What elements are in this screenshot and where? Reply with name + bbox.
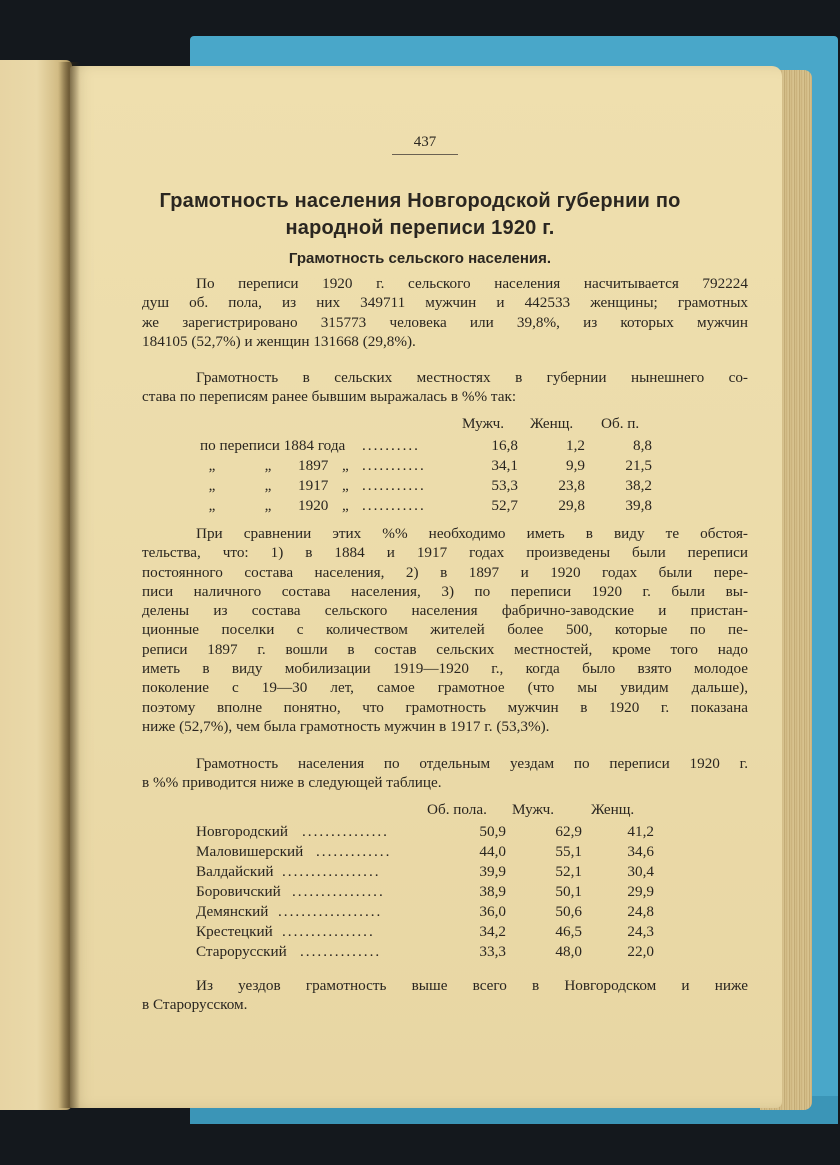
paragraph-intro xyxy=(142,274,748,351)
ditto-mark: „ xyxy=(208,457,216,474)
text-line: При сравнении этих %% необходимо иметь в виду те обстоя- xyxy=(196,525,748,542)
column-header-total: Об. п. xyxy=(601,415,640,432)
cell-men: 16,8 xyxy=(491,437,518,454)
cell-women: 9,9 xyxy=(566,457,585,474)
paragraph-comparison xyxy=(142,524,748,736)
ditto-mark: „ xyxy=(208,477,216,494)
table-row xyxy=(70,476,782,496)
cell-women: 22,0 xyxy=(627,943,654,960)
section-subtitle: Грамотность сельского населения. xyxy=(288,250,552,267)
cell-total: 39,8 xyxy=(625,497,652,514)
district-name: Новгородский xyxy=(196,823,289,840)
cell-men: 52,1 xyxy=(555,863,582,880)
leader-dots: ............. xyxy=(316,843,392,860)
cell-women: 1,2 xyxy=(566,437,585,454)
table-row xyxy=(70,842,782,862)
cell-men: 48,0 xyxy=(555,943,582,960)
leader-dots: ............... xyxy=(302,823,389,840)
leader-dots: .................. xyxy=(278,903,383,920)
table-row xyxy=(70,922,782,942)
cell-total: 36,0 xyxy=(479,903,506,920)
cell-women: 41,2 xyxy=(627,823,654,840)
leader-dots: ................ xyxy=(282,923,375,940)
text-line: ционные поселки с количеством жителей более 500, которые по пе- xyxy=(142,621,748,639)
cell-total: 34,2 xyxy=(479,923,506,940)
cell-men: 34,1 xyxy=(491,457,518,474)
text-line: Грамотность в сельских местностях в губернии нынешнего со- xyxy=(196,369,748,386)
table-row xyxy=(70,496,782,516)
cell-men: 52,7 xyxy=(491,497,518,514)
text-line: делены из состава сельского населения фабрично-заводские и пристан- xyxy=(142,602,748,620)
cell-women: 24,8 xyxy=(627,903,654,920)
text-line: По переписи 1920 г. сельского населения насчитывается 792224 xyxy=(196,275,748,292)
cell-men: 50,6 xyxy=(555,903,582,920)
table-row xyxy=(70,436,782,456)
column-header-men: Мужч. xyxy=(512,801,555,818)
row-year: 1897 xyxy=(298,457,329,474)
text-line: става по переписям ранее бывшим выражалась в %% так: xyxy=(142,388,517,406)
ditto-mark: „ xyxy=(264,457,272,474)
district-name: Крестецкий xyxy=(196,923,273,940)
text-line: тельства, что: 1) в 1884 и 1917 годах произведены были переписи xyxy=(142,544,748,562)
row-year: 1917 xyxy=(298,477,329,494)
cell-total: 8,8 xyxy=(633,437,652,454)
cell-total: 50,9 xyxy=(479,823,506,840)
cell-women: 34,6 xyxy=(627,843,654,860)
text-line: в Старорусском. xyxy=(142,996,248,1014)
cell-men: 62,9 xyxy=(555,823,582,840)
table-row xyxy=(70,882,782,902)
page-number-rule xyxy=(392,154,458,155)
text-line: иметь в виду мобилизации 1919—1920 г., когда было взято молодое xyxy=(142,660,748,678)
leader-dots: ................. xyxy=(282,863,381,880)
table-row xyxy=(70,942,782,962)
text-line: же зарегистрировано 315773 человека или 39,8%, из которых мужчин xyxy=(142,313,748,331)
ditto-mark: „ xyxy=(342,457,349,474)
cell-women: 24,3 xyxy=(627,923,654,940)
text-line: Грамотность населения по отдельным уездам по переписи 1920 г. xyxy=(196,755,748,772)
column-header-total: Об. пола. xyxy=(427,801,487,818)
table-row xyxy=(70,902,782,922)
book-page xyxy=(70,66,782,1108)
spine-shadow xyxy=(58,62,80,1108)
leader-dots: ........... xyxy=(362,477,426,494)
cell-total: 39,9 xyxy=(479,863,506,880)
text-line: душ об. пола, из них 349711 мужчин и 442533 женщины; грамотных xyxy=(142,294,748,312)
text-line: в %% приводится ниже в следующей таблице. xyxy=(142,774,442,792)
column-header-men: Мужч. xyxy=(462,415,505,432)
district-name: Маловишерский xyxy=(196,843,304,860)
cell-total: 38,9 xyxy=(479,883,506,900)
census-table-header xyxy=(70,414,782,434)
row-label: по переписи 1884 года xyxy=(200,437,346,454)
page-number: 437 xyxy=(413,134,437,150)
district-name: Старорусский xyxy=(196,943,287,960)
paragraph-conclusion xyxy=(142,976,748,1015)
row-year: 1920 xyxy=(298,497,329,514)
leader-dots: .............. xyxy=(300,943,382,960)
leader-dots: ................ xyxy=(292,883,385,900)
district-table-header xyxy=(70,800,782,820)
cell-men: 55,1 xyxy=(555,843,582,860)
cell-men: 46,5 xyxy=(555,923,582,940)
cell-women: 29,9 xyxy=(627,883,654,900)
leader-dots: .......... xyxy=(362,437,420,454)
ditto-mark: „ xyxy=(264,497,272,514)
table-row xyxy=(70,862,782,882)
page-title xyxy=(150,188,690,242)
page-title-line: народной переписи 1920 г. xyxy=(285,217,555,239)
cell-women: 23,8 xyxy=(558,477,585,494)
cell-total: 38,2 xyxy=(625,477,652,494)
text-line: постоянного состава населения, 2) в 1897 и 1920 годах были пере- xyxy=(142,563,748,581)
column-header-women: Женщ. xyxy=(591,801,635,818)
column-header-women: Женщ. xyxy=(530,415,574,432)
paragraph-history xyxy=(142,368,748,407)
page-title-line: Грамотность населения Новгородской губернии по xyxy=(159,190,681,212)
text-line: реписи 1897 г. вошли в состав сельских местностей, кроме того надо xyxy=(142,640,748,658)
cell-total: 44,0 xyxy=(479,843,506,860)
text-line: писи наличного состава населения, 3) по переписи 1920 г. были вы- xyxy=(142,582,748,600)
ditto-mark: „ xyxy=(208,497,216,514)
district-name: Демянский xyxy=(196,903,269,920)
cell-total: 33,3 xyxy=(479,943,506,960)
ditto-mark: „ xyxy=(342,497,349,514)
district-name: Валдайский xyxy=(196,863,274,880)
table-row xyxy=(70,822,782,842)
cell-men: 53,3 xyxy=(491,477,518,494)
text-line: поэтому вполне понятно, что грамотность мужчин в 1920 г. показана xyxy=(142,698,748,716)
leader-dots: ........... xyxy=(362,497,426,514)
paragraph-districts xyxy=(142,754,748,793)
text-line: Из уездов грамотность выше всего в Новгородском и ниже xyxy=(196,977,748,994)
table-row xyxy=(70,456,782,476)
ditto-mark: „ xyxy=(264,477,272,494)
leader-dots: ........... xyxy=(362,457,426,474)
ditto-mark: „ xyxy=(342,477,349,494)
cell-men: 50,1 xyxy=(555,883,582,900)
text-line: ниже (52,7%), чем была грамотность мужчин в 1917 г. (53,3%). xyxy=(142,717,550,735)
text-line: поколение с 19—30 лет, самое грамотное (что мы увидим дальше), xyxy=(142,679,748,697)
cell-women: 30,4 xyxy=(627,863,654,880)
district-name: Боровичский xyxy=(196,883,281,900)
text-line: 184105 (52,7%) и женщин 131668 (29,8%). xyxy=(142,332,416,350)
cell-total: 21,5 xyxy=(625,457,652,474)
cell-women: 29,8 xyxy=(558,497,585,514)
